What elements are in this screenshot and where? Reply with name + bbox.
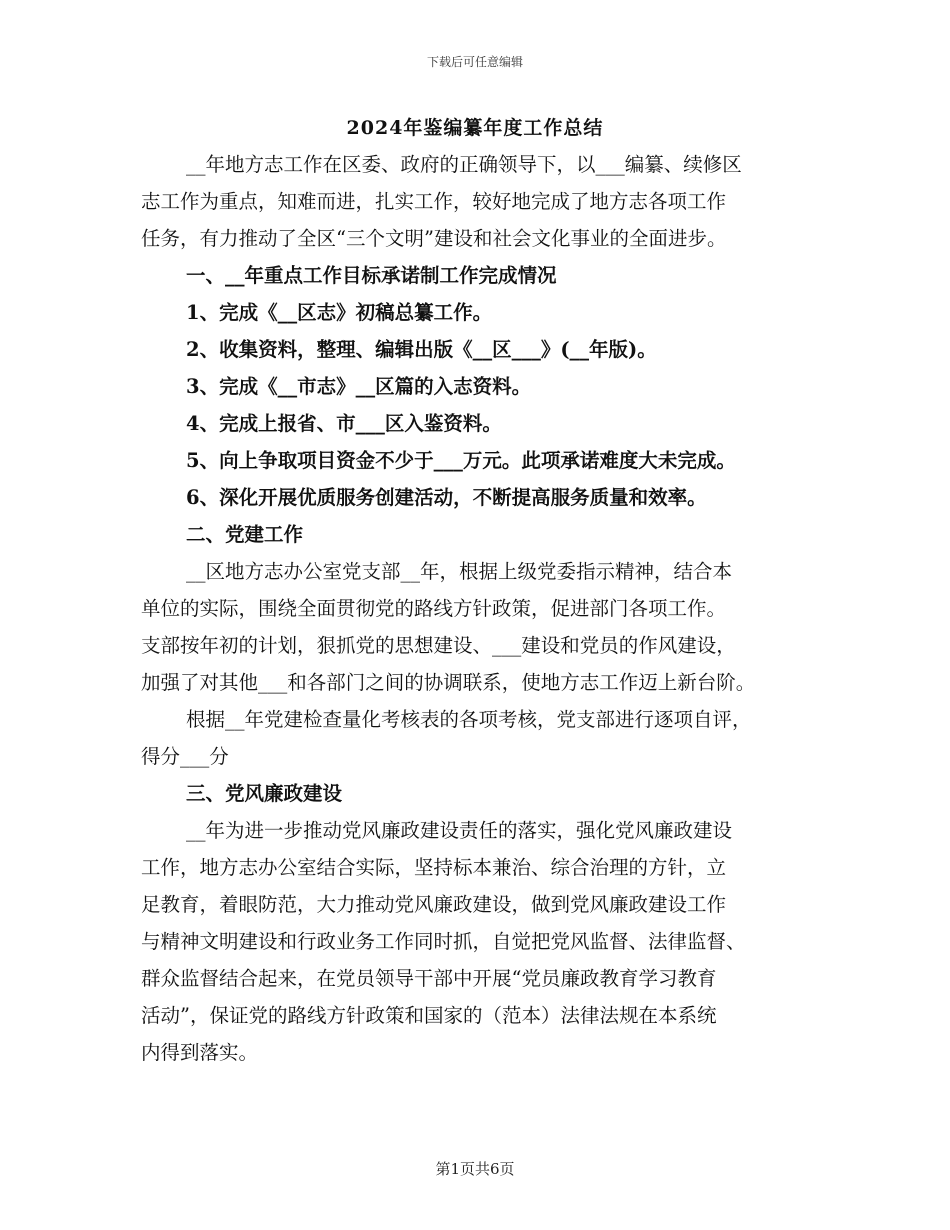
paragraph-line: 群众监督结合起来，在党员领导干部中开展“党员廉政教育学习教育	[141, 967, 717, 990]
list-item: 4、完成上报省、市___区入鉴资料。	[186, 412, 502, 435]
document-body	[141, 146, 821, 1071]
paragraph-line: __年地方志工作在区委、政府的正确领导下，以___编纂、续修区	[186, 153, 742, 176]
paragraph-line: 支部按年初的计划，狠抓党的思想建设、___建设和党员的作风建设，	[141, 634, 736, 657]
paragraph-line: 根据__年党建检查量化考核表的各项考核，党支部进行逐项自评，	[186, 708, 752, 731]
section-heading: 二、党建工作	[186, 523, 304, 546]
list-item: 3、完成《__市志》__区篇的入志资料。	[186, 375, 532, 398]
page-header: 下载后可任意编辑	[426, 55, 523, 69]
paragraph-line: 内得到落实。	[141, 1041, 259, 1064]
paragraph-line: 单位的实际，围绕全面贯彻党的路线方针政策，促进部门各项工作。	[141, 597, 727, 620]
section-heading: 三、党风廉政建设	[186, 782, 343, 805]
paragraph-line: 得分___分	[141, 745, 229, 768]
paragraph-line: __区地方志办公室党支部__年，根据上级党委指示精神，结合本	[186, 560, 733, 583]
paragraph-line: 足教育，着眼防范，大力推动党风廉政建设，做到党风廉政建设工作	[141, 893, 727, 916]
document-title: 2024年鉴编纂年度工作总结	[346, 117, 604, 139]
paragraph-line: 工作，地方志办公室结合实际，坚持标本兼治、综合治理的方针，立	[141, 856, 727, 879]
paragraph-line: __年为进一步推动党风廉政建设责任的落实，强化党风廉政建设	[186, 819, 733, 842]
list-item: 1、完成《__区志》初稿总纂工作。	[186, 301, 493, 324]
section-heading: 一、__年重点工作目标承诺制工作完成情况	[186, 264, 557, 287]
paragraph-line: 与精神文明建设和行政业务工作同时抓，自觉把党风监督、法律监督、	[141, 930, 746, 953]
paragraph-line: 活动”，保证党的路线方针政策和国家的（范本）法律法规在本系统	[141, 1004, 717, 1027]
paragraph-line: 志工作为重点，知难而进，扎实工作，较好地完成了地方志各项工作	[141, 190, 727, 213]
paragraph-line: 加强了对其他___和各部门之间的协调联系，使地方志工作迈上新台阶。	[141, 671, 756, 694]
list-item: 6、深化开展优质服务创建活动，不断提高服务质量和效率。	[186, 486, 707, 509]
list-item: 2、收集资料，整理、编辑出版《__区___》(__年版)。	[186, 338, 657, 361]
page-footer: 第1页共6页	[435, 1160, 515, 1178]
paragraph-line: 任务，有力推动了全区“三个文明”建设和社会文化事业的全面进步。	[141, 227, 727, 250]
list-item: 5、向上争取项目资金不少于___万元。此项承诺难度大未完成。	[186, 449, 736, 472]
